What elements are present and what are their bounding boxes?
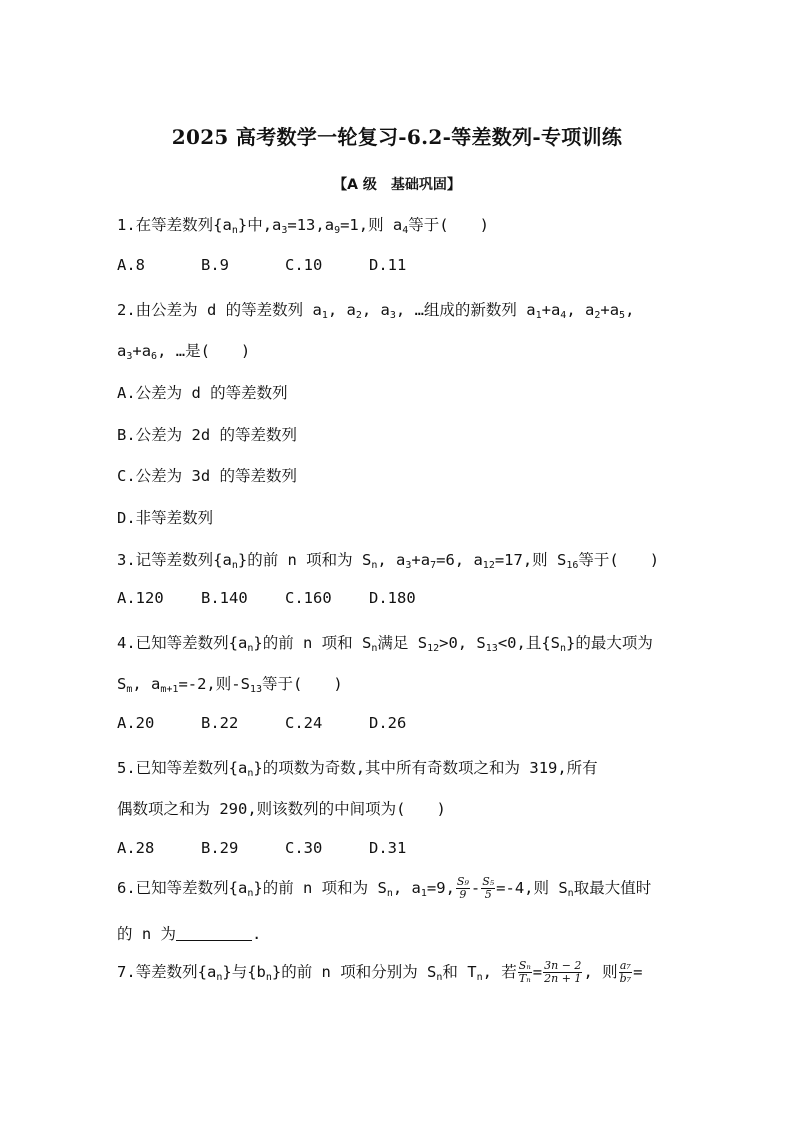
question-4-stem-line2: $S_m$, $a_{m+1}=-2$,则$-S_{13}$等于( ) bbox=[117, 675, 343, 695]
option-c: C.160 bbox=[285, 589, 332, 607]
option-a: A.20 bbox=[117, 714, 155, 732]
question-2-option-a: A.公差为 d 的等差数列 bbox=[117, 384, 288, 402]
document-title: 2025 高考数学一轮复习-6.2-等差数列-专项训练 bbox=[171, 125, 623, 149]
fraction-sn-over-tn: $\frac{\text{Sₙ}}{\text{Tₙ}}$ bbox=[518, 959, 531, 985]
fraction-3n-2-over-2n-1: $\frac{3n - 2}{2n + 1}$ bbox=[544, 959, 582, 985]
option-d: D.26 bbox=[369, 714, 407, 732]
question-4-options bbox=[117, 714, 453, 732]
option-b: B.29 bbox=[201, 839, 239, 857]
option-d: D.180 bbox=[369, 589, 416, 607]
question-4-stem-line1: 4.已知等差数列$\{a_n\}$的前 n 项和 $S_n$满足 $S_{12}>0$, $S_{13}<0$,且$\{S_n\}$的最大项为 bbox=[117, 634, 653, 654]
question-6-stem-line2: 的 n 为 . bbox=[117, 925, 262, 943]
option-c: C.10 bbox=[285, 256, 323, 274]
option-a: A.120 bbox=[117, 589, 164, 607]
answer-blank[interactable] bbox=[176, 926, 252, 941]
question-5-stem-line1: 5.已知等差数列$\{a_n\}$的项数为奇数,其中所有奇数项之和为 319,所有 bbox=[117, 759, 598, 779]
option-a: A.28 bbox=[117, 839, 155, 857]
question-6-stem-line1: 6.已知等差数列$\{a_n\}$的前 n 项和为 $S_n$, $a_1=9$, $\frac{\text{S₉}}{9}$ - $\frac{\text{S₅}}{5}$ =-4,则 $S_n$取最大值时 bbox=[117, 875, 652, 901]
question-2-option-b: B.公差为 2d 的等差数列 bbox=[117, 426, 297, 444]
question-5-options bbox=[117, 839, 453, 857]
question-1-options bbox=[117, 256, 453, 274]
option-d: D.31 bbox=[369, 839, 407, 857]
option-b: B.22 bbox=[201, 714, 239, 732]
question-2-stem-line2: $a_3+a_6$, …是( ) bbox=[117, 342, 251, 362]
option-b: B.9 bbox=[201, 256, 229, 274]
question-7-stem: 7.等差数列$\{a_n\}$与$\{b_n\}$的前 n 项和分别为 $S_n$和 $T_n$, 若 $\frac{\text{Sₙ}}{\text{Tₙ}}$ = $\frac{3n - 2}{2n + 1}$ , 则 $\frac{\text{a₇}}{\text{b₇}}$ = bbox=[117, 959, 643, 985]
fraction-a7-over-b7: $\frac{\text{a₇}}{\text{b₇}}$ bbox=[619, 959, 632, 985]
question-2-option-d: D.非等差数列 bbox=[117, 509, 214, 527]
question-2-stem-line1: 2.由公差为 d 的等差数列 $a_1$, $a_2$, $a_3$, …组成的新数列 $a_1+a_4$, $a_2+a_5$, bbox=[117, 301, 635, 321]
option-d: D.11 bbox=[369, 256, 407, 274]
option-b: B.140 bbox=[201, 589, 248, 607]
question-1-stem: 1.在等差数列$\{a_n\}$中$,a_3=13,a_9=1$,则 $a_4$等于( ) bbox=[117, 216, 489, 236]
fraction-s5-over-5: $\frac{\text{S₅}}{5}$ bbox=[482, 875, 495, 901]
section-heading: 【A 级 基础巩固】 bbox=[333, 177, 461, 193]
option-c: C.30 bbox=[285, 839, 323, 857]
question-3-options bbox=[117, 589, 453, 607]
fraction-s9-over-9: $\frac{\text{S₉}}{9}$ bbox=[456, 875, 469, 901]
question-3-stem: 3.记等差数列$\{a_n\}$的前 n 项和为 $S_n$, $a_3+a_7=6$, $a_{12}=17$,则 $S_{16}$等于( ) bbox=[117, 551, 660, 571]
question-2-option-c: C.公差为 3d 的等差数列 bbox=[117, 467, 297, 485]
question-5-stem-line2: 偶数项之和为 290,则该数列的中间项为( ) bbox=[117, 800, 446, 818]
option-c: C.24 bbox=[285, 714, 323, 732]
option-a: A.8 bbox=[117, 256, 145, 274]
